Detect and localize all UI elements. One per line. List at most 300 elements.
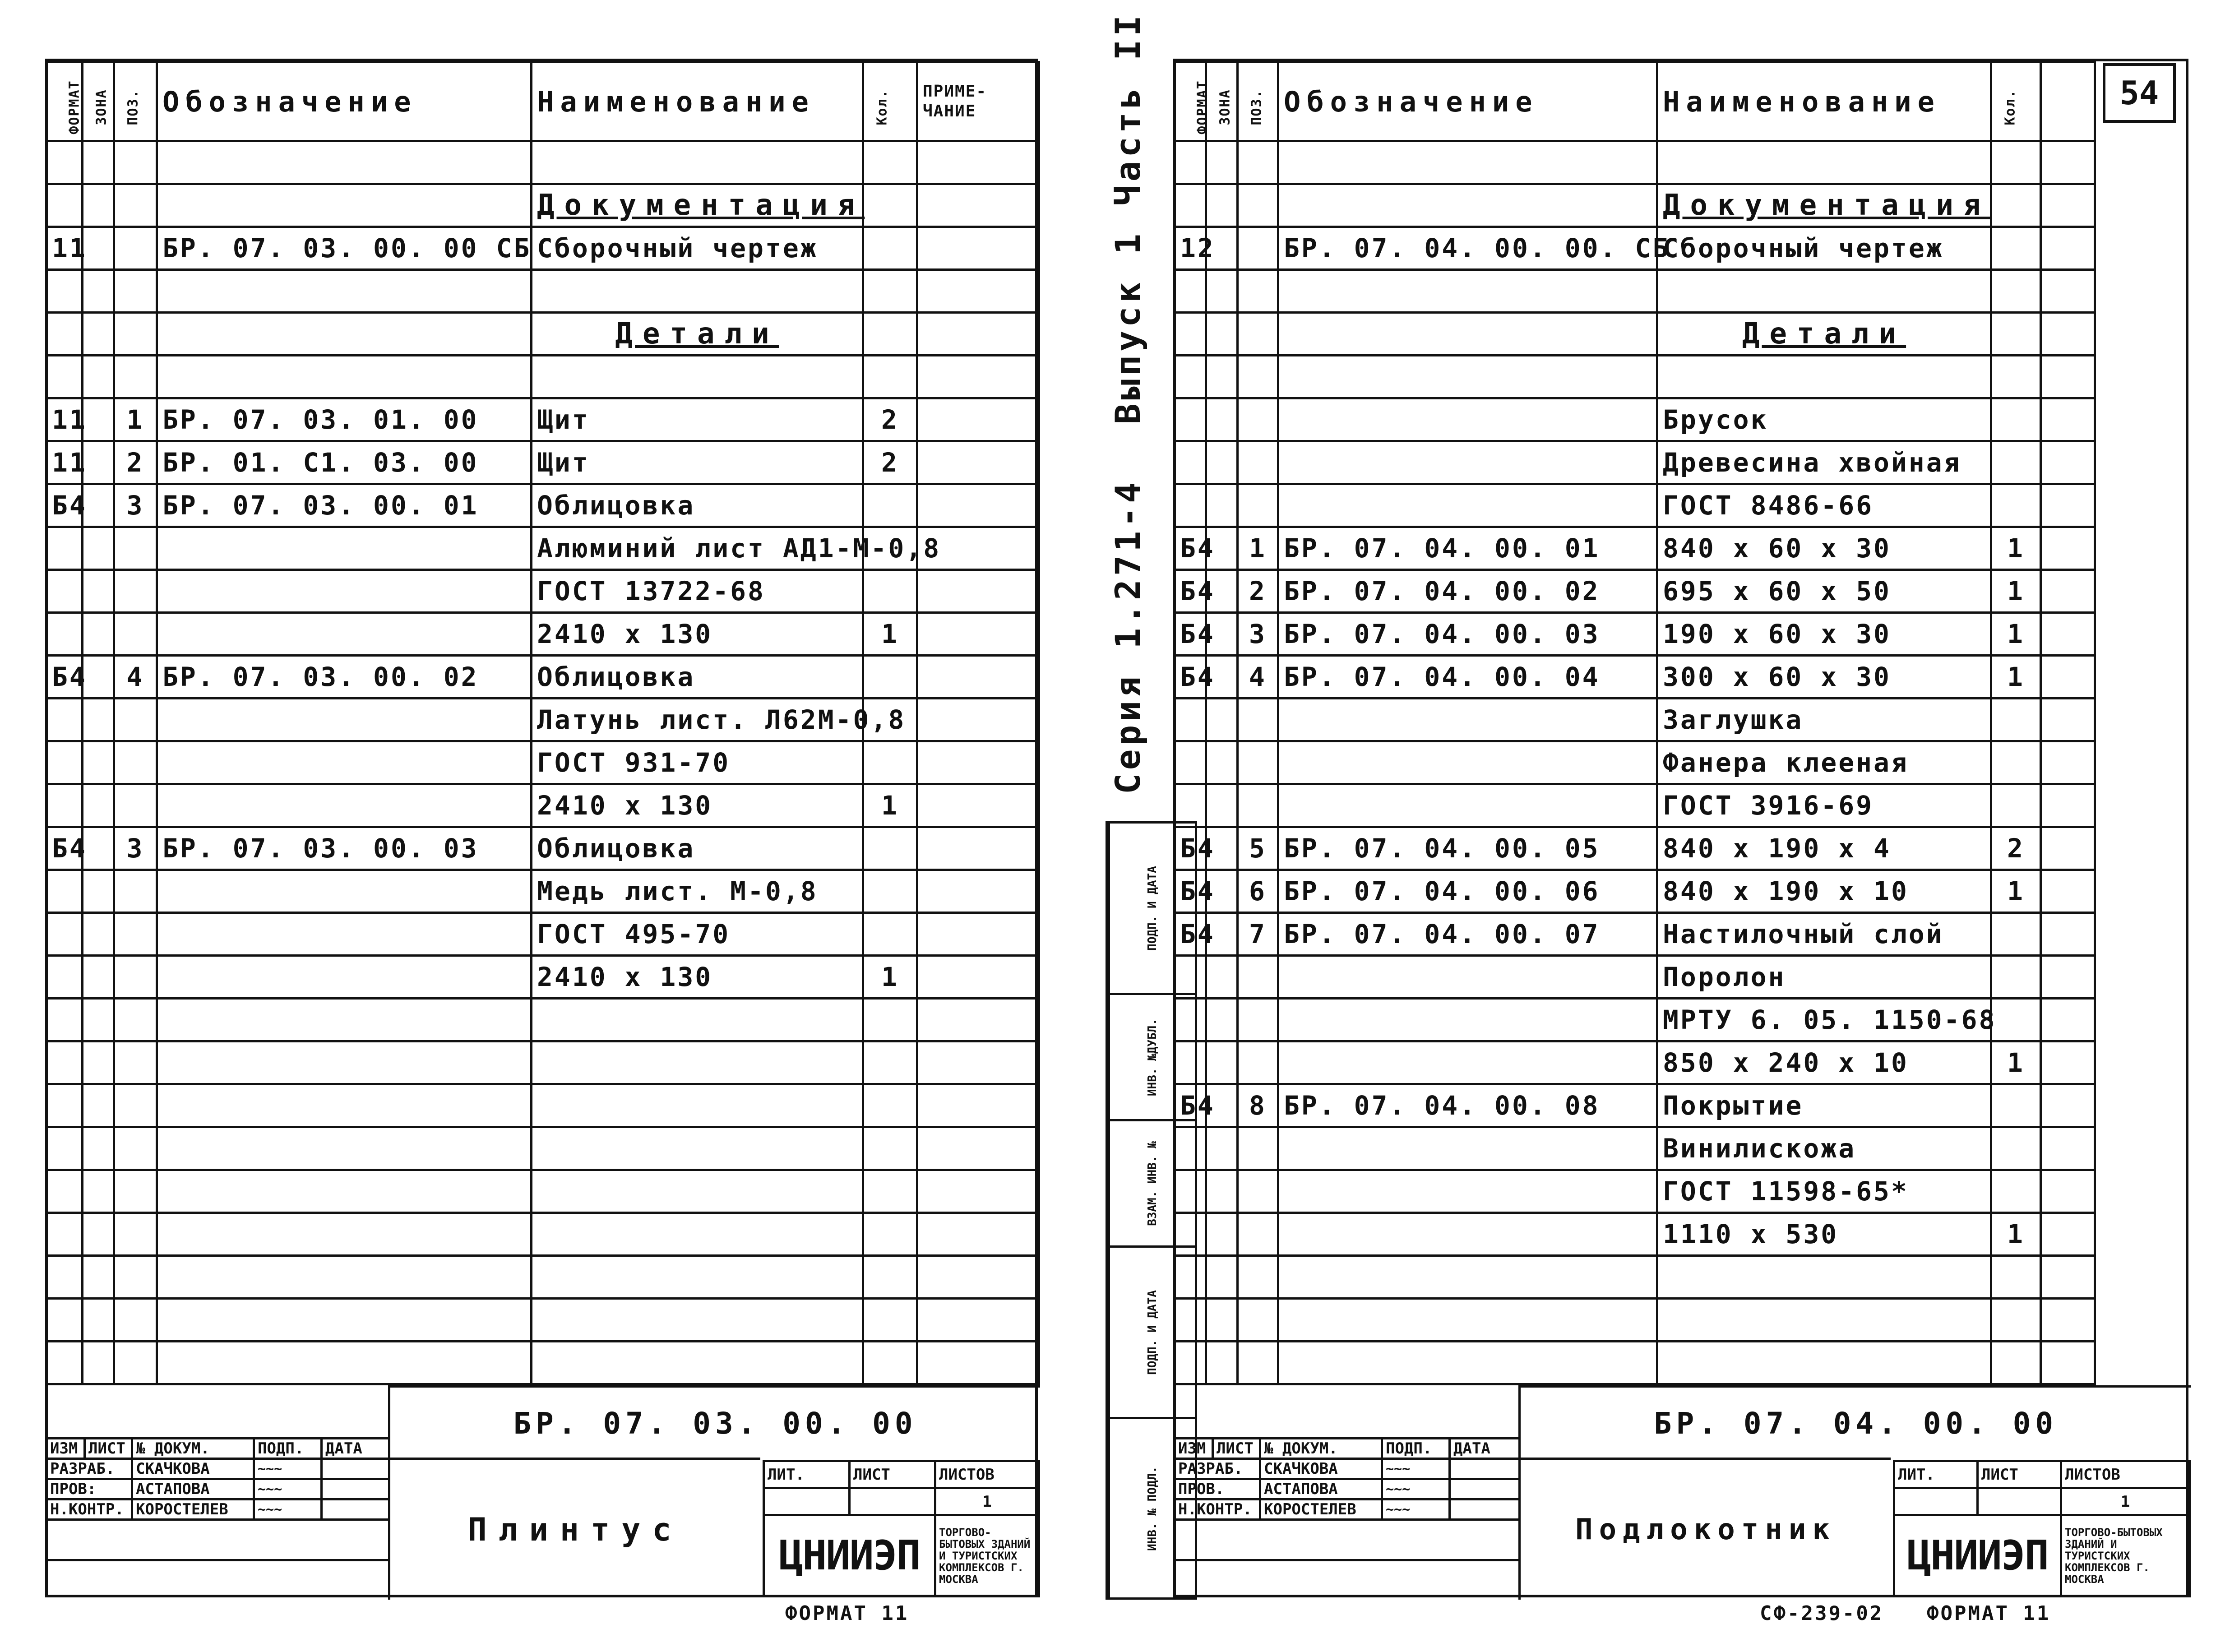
spec-row (46, 570, 1039, 613)
left-tb-date-3 (322, 1499, 389, 1520)
cell-note (917, 1342, 1039, 1384)
cell-note (917, 999, 1039, 1041)
right-tb-lit-value (1894, 1488, 1978, 1515)
right-tb-hdr-sign: ПОДП. (1382, 1439, 1450, 1459)
cell-format (46, 1084, 83, 1127)
left-tb-signature-1: ~~~ (254, 1459, 322, 1479)
spec-row (46, 656, 1039, 699)
spec-row (1175, 1213, 2095, 1256)
spec-row (46, 484, 1039, 527)
spec-row (46, 1084, 1039, 1127)
cell-qty (1991, 441, 2041, 484)
cell-format (46, 956, 83, 999)
cell-zone (83, 1213, 114, 1256)
cell-note (2041, 313, 2095, 356)
cell-name: Документация (532, 184, 863, 227)
cell-designation: БР. 07. 04. 00. 04 (1278, 656, 1657, 699)
cell-format (1175, 1041, 1206, 1084)
right-spec-table (1173, 61, 2096, 1385)
cell-qty: 1 (863, 613, 917, 656)
cell-pos (1238, 398, 1278, 441)
cell-note (917, 1041, 1039, 1084)
cell-pos: 2 (1238, 570, 1278, 613)
cell-note (917, 570, 1039, 613)
cell-qty: 1 (863, 784, 917, 827)
cell-pos (114, 1342, 157, 1384)
cell-designation: БР. 07. 03. 00. 01 (157, 484, 532, 527)
cell-note (2041, 1213, 2095, 1256)
cell-note (917, 699, 1039, 741)
spec-row (1175, 1127, 2095, 1170)
cell-note (917, 398, 1039, 441)
cell-qty (1991, 784, 2041, 827)
cell-designation (1278, 1342, 1657, 1384)
left-title-block-designation: БР. 07. 03. 00. 00 (388, 1385, 1040, 1460)
cell-zone (83, 956, 114, 999)
cell-name (532, 1170, 863, 1213)
left-hdr-pos: ПОЗ. (114, 62, 157, 141)
spec-row (1175, 141, 2095, 184)
cell-zone (83, 1084, 114, 1127)
cell-designation: БР. 07. 03. 00. 03 (157, 827, 532, 870)
cell-format: Б4 (1175, 570, 1206, 613)
cell-note (917, 741, 1039, 784)
spec-row (1175, 784, 2095, 827)
right-tb-name-2: АСТАПОВА (1260, 1479, 1382, 1499)
cell-note (917, 784, 1039, 827)
cell-name (532, 1256, 863, 1299)
left-tb-hdr-list: ЛИСТ (85, 1439, 132, 1459)
cell-designation (157, 699, 532, 741)
cell-name: ГОСТ 931-70 (532, 741, 863, 784)
cell-qty (863, 141, 917, 184)
right-hdr-qty: Кол. (1991, 62, 2041, 141)
cell-pos (114, 613, 157, 656)
cell-designation (157, 570, 532, 613)
cell-designation (157, 313, 532, 356)
cell-note (917, 656, 1039, 699)
cell-qty: 2 (1991, 827, 2041, 870)
cell-qty (1991, 1299, 2041, 1342)
cell-designation: БР. 01. С1. 03. 00 (157, 441, 532, 484)
cell-zone (83, 827, 114, 870)
cell-zone (83, 1256, 114, 1299)
right-tb-item-name-text: Подлокотник (1575, 1513, 1836, 1546)
spec-row (1175, 913, 2095, 956)
cell-name (532, 356, 863, 398)
left-tb-lit-label: ЛИТ. (764, 1461, 850, 1488)
cell-designation (1278, 784, 1657, 827)
cell-designation (157, 184, 532, 227)
cell-format (46, 913, 83, 956)
left-hdr-zone: ЗОНА (83, 62, 114, 141)
cell-format (46, 1342, 83, 1384)
cell-name: 840 х 60 х 30 (1657, 527, 1991, 570)
cell-qty (863, 656, 917, 699)
cell-name (532, 1342, 863, 1384)
spec-row (1175, 356, 2095, 398)
cell-name: Фанера клееная (1657, 741, 1991, 784)
cell-pos: 7 (1238, 913, 1278, 956)
cell-designation: БР. 07. 04. 00. 03 (1278, 613, 1657, 656)
cell-name (532, 1299, 863, 1342)
cell-pos (1238, 741, 1278, 784)
right-hdr-note (2041, 62, 2095, 141)
left-tb-signature-2: ~~~ (254, 1479, 322, 1499)
cell-designation (157, 613, 532, 656)
cell-note (917, 184, 1039, 227)
left-hdr-designation: Обозначение (157, 62, 532, 141)
cell-name (1657, 1256, 1991, 1299)
spec-row (46, 1041, 1039, 1084)
cell-zone (1206, 999, 1238, 1041)
cell-pos (1238, 484, 1278, 527)
right-tb-hdr-date: ДАТА (1450, 1439, 1520, 1459)
cell-zone (1206, 1299, 1238, 1342)
cell-name: Облицовка (532, 656, 863, 699)
cell-note (2041, 227, 2095, 270)
cell-zone (83, 270, 114, 313)
cell-qty (863, 1084, 917, 1127)
cell-pos (1238, 1213, 1278, 1256)
right-tb-signature-2: ~~~ (1382, 1479, 1450, 1499)
cell-format (1175, 1213, 1206, 1256)
right-tb-org: ТОРГОВО-БЫТОВЫХ ЗДАНИЙ И ТУРИСТСКИХ КОМПЛЕКСОВ Г. МОСКВА (2061, 1515, 2190, 1596)
cell-pos (114, 141, 157, 184)
cell-name: Брусок (1657, 398, 1991, 441)
cell-format (1175, 1127, 1206, 1170)
cell-name: Латунь лист. Л62М-0,8 (532, 699, 863, 741)
right-tb-sheet-value (1978, 1488, 2061, 1515)
cell-name: ГОСТ 11598-65* (1657, 1170, 1991, 1213)
spec-row (1175, 999, 2095, 1041)
cell-pos (114, 527, 157, 570)
cell-zone (1206, 441, 1238, 484)
spec-row (46, 1299, 1039, 1342)
spec-row (46, 1342, 1039, 1384)
left-spec-table (45, 61, 1040, 1385)
right-tb-name-1: СКАЧКОВА (1260, 1459, 1382, 1479)
cell-designation: БР. 07. 04. 00. 05 (1278, 827, 1657, 870)
cell-designation (157, 1299, 532, 1342)
cell-designation (1278, 184, 1657, 227)
cell-name: Щит (532, 441, 863, 484)
cell-name (532, 141, 863, 184)
spec-row (1175, 956, 2095, 999)
spec-row (46, 184, 1039, 227)
cell-qty (863, 1299, 917, 1342)
cell-name: Облицовка (532, 484, 863, 527)
left-hdr-note: ПРИМЕ-ЧАНИЕ (917, 62, 1039, 141)
cell-pos (114, 956, 157, 999)
cell-zone (83, 870, 114, 913)
spec-row (1175, 827, 2095, 870)
cell-pos (1238, 441, 1278, 484)
cell-designation (1278, 699, 1657, 741)
left-tb-name-2: АСТАПОВА (132, 1479, 254, 1499)
cell-designation (157, 1213, 532, 1256)
cell-qty: 2 (863, 398, 917, 441)
cell-format (1175, 741, 1206, 784)
left-tb-sheet-value (850, 1488, 935, 1515)
cell-name (532, 1213, 863, 1256)
right-tb-role-3: Н.КОНТР. (1175, 1499, 1260, 1520)
cell-note (2041, 870, 2095, 913)
cell-qty (1991, 1256, 2041, 1299)
cell-format (1175, 356, 1206, 398)
cell-designation (157, 784, 532, 827)
cell-designation (1278, 441, 1657, 484)
cell-pos (114, 913, 157, 956)
cell-pos: 8 (1238, 1084, 1278, 1127)
left-title-block (45, 1437, 390, 1561)
right-tb-name-3: КОРОСТЕЛЕВ (1260, 1499, 1382, 1520)
cell-format: Б4 (1175, 1084, 1206, 1127)
cell-zone (83, 1342, 114, 1384)
cell-pos (1238, 1256, 1278, 1299)
cell-format (1175, 484, 1206, 527)
cell-qty (863, 570, 917, 613)
cell-name: 850 х 240 х 10 (1657, 1041, 1991, 1084)
cell-zone (1206, 956, 1238, 999)
cell-note (917, 870, 1039, 913)
cell-pos (114, 1170, 157, 1213)
cell-designation (157, 1084, 532, 1127)
spec-row (1175, 484, 2095, 527)
cell-name (532, 999, 863, 1041)
spec-row (46, 784, 1039, 827)
cell-qty (1991, 913, 2041, 956)
right-tb-item-name (1518, 1458, 1891, 1600)
cell-qty (863, 1342, 917, 1384)
spec-row (1175, 1041, 2095, 1084)
cell-designation: БР. 07. 03. 00. 02 (157, 656, 532, 699)
cell-format (46, 141, 83, 184)
cell-pos (114, 699, 157, 741)
cell-zone (1206, 699, 1238, 741)
stamp-label-1: ПОДП. И ДАТА (1109, 823, 1196, 994)
cell-pos (114, 741, 157, 784)
cell-designation (157, 270, 532, 313)
cell-designation (1278, 356, 1657, 398)
cell-qty (863, 1041, 917, 1084)
spec-row (1175, 1084, 2095, 1127)
spec-row (46, 741, 1039, 784)
cell-format: 11 (46, 227, 83, 270)
cell-format (1175, 1342, 1206, 1384)
cell-note (2041, 1041, 2095, 1084)
cell-name (532, 1084, 863, 1127)
cell-zone (83, 398, 114, 441)
left-tb-hdr-date: ДАТА (322, 1439, 389, 1459)
cell-pos (1238, 227, 1278, 270)
left-tb-date-2 (322, 1479, 389, 1499)
cell-name: Детали (532, 313, 863, 356)
cell-qty (863, 870, 917, 913)
cell-name: ГОСТ 495-70 (532, 913, 863, 956)
cell-note (2041, 527, 2095, 570)
spec-row (46, 270, 1039, 313)
spec-row (46, 913, 1039, 956)
cell-name: Детали (1657, 313, 1991, 356)
right-tb-logo: ЦНИИЭП (1894, 1515, 2061, 1596)
cell-qty (1991, 956, 2041, 999)
cell-format: Б4 (46, 656, 83, 699)
cell-note (2041, 141, 2095, 184)
left-tb-date-1 (322, 1459, 389, 1479)
cell-note (2041, 741, 2095, 784)
cell-format (1175, 313, 1206, 356)
cell-zone (1206, 484, 1238, 527)
cell-designation (157, 1256, 532, 1299)
cell-pos: 5 (1238, 827, 1278, 870)
cell-qty (1991, 141, 2041, 184)
cell-name: ГОСТ 3916-69 (1657, 784, 1991, 827)
cell-pos (1238, 699, 1278, 741)
cell-qty: 1 (1991, 870, 2041, 913)
cell-format (46, 784, 83, 827)
right-tb-date-1 (1450, 1459, 1520, 1479)
cell-name: Щит (532, 398, 863, 441)
cell-pos (1238, 1342, 1278, 1384)
cell-note (917, 356, 1039, 398)
cell-pos (114, 1256, 157, 1299)
spec-row (1175, 398, 2095, 441)
left-tb-org-block (763, 1460, 1040, 1597)
cell-designation (1278, 484, 1657, 527)
cell-note (917, 827, 1039, 870)
cell-zone (83, 999, 114, 1041)
cell-zone (83, 1041, 114, 1084)
cell-note (917, 1127, 1039, 1170)
right-tb-empty (1175, 1520, 1520, 1560)
cell-name: 2410 х 130 (532, 784, 863, 827)
right-tb-signature-1: ~~~ (1382, 1459, 1450, 1479)
cell-name (1657, 1299, 1991, 1342)
right-tb-sheet-label: ЛИСТ (1978, 1461, 2061, 1488)
cell-designation (1278, 313, 1657, 356)
cell-zone (83, 741, 114, 784)
cell-qty: 1 (1991, 527, 2041, 570)
cell-pos (1238, 1127, 1278, 1170)
cell-format (46, 1170, 83, 1213)
cell-designation (157, 141, 532, 184)
cell-note (2041, 184, 2095, 227)
cell-pos (114, 784, 157, 827)
cell-note (2041, 956, 2095, 999)
cell-pos (114, 1127, 157, 1170)
cell-format: Б4 (1175, 656, 1206, 699)
cell-note (2041, 1170, 2095, 1213)
cell-designation (1278, 1041, 1657, 1084)
cell-qty (863, 1213, 917, 1256)
cell-note (917, 270, 1039, 313)
cell-note (2041, 356, 2095, 398)
left-tb-name-1: СКАЧКОВА (132, 1459, 254, 1479)
cell-format (1175, 1299, 1206, 1342)
cell-name: Покрытие (1657, 1084, 1991, 1127)
right-title-block-designation: БР. 07. 04. 00. 00 (1518, 1385, 2191, 1460)
cell-format (1175, 956, 1206, 999)
cell-name: Заглушка (1657, 699, 1991, 741)
cell-name (1657, 1342, 1991, 1384)
cell-zone (83, 313, 114, 356)
spec-row (1175, 270, 2095, 313)
cell-format (46, 313, 83, 356)
right-tb-lit-label: ЛИТ. (1894, 1461, 1978, 1488)
cell-zone (83, 570, 114, 613)
cell-zone (1206, 1256, 1238, 1299)
right-hdr-designation: Обозначение (1278, 62, 1657, 141)
cell-qty (1991, 741, 2041, 784)
cell-format (46, 1041, 83, 1084)
cell-name: Древесина хвойная (1657, 441, 1991, 484)
cell-zone (83, 1127, 114, 1170)
right-doc-code: СФ-239-02 (1760, 1602, 1884, 1625)
cell-qty (863, 1127, 917, 1170)
cell-note (917, 1084, 1039, 1127)
right-tb-role-2: ПРОВ. (1175, 1479, 1260, 1499)
spec-row (1175, 699, 2095, 741)
page-number: 54 (2103, 63, 2176, 123)
right-tb-sheets-value: 1 (2061, 1488, 2190, 1515)
cell-note (917, 484, 1039, 527)
cell-designation (1278, 1299, 1657, 1342)
cell-format: 12 (1175, 227, 1206, 270)
cell-format (1175, 398, 1206, 441)
cell-note (2041, 441, 2095, 484)
cell-format (1175, 270, 1206, 313)
cell-format (46, 1256, 83, 1299)
cell-note (917, 913, 1039, 956)
left-tb-sheet-label: ЛИСТ (850, 1461, 935, 1488)
cell-designation: БР. 07. 04. 00. 01 (1278, 527, 1657, 570)
cell-designation (1278, 398, 1657, 441)
cell-zone (1206, 356, 1238, 398)
cell-format (46, 613, 83, 656)
cell-designation (157, 741, 532, 784)
cell-note (917, 1256, 1039, 1299)
spec-row (1175, 1342, 2095, 1384)
spec-row (1175, 1299, 2095, 1342)
cell-qty (1991, 313, 2041, 356)
cell-pos (114, 570, 157, 613)
cell-format: 11 (46, 441, 83, 484)
spec-row (46, 956, 1039, 999)
spec-row (46, 313, 1039, 356)
spec-row (46, 441, 1039, 484)
left-tb-sheets-label: ЛИСТОВ (935, 1461, 1039, 1488)
cell-pos (1238, 141, 1278, 184)
cell-qty (863, 741, 917, 784)
cell-name: ГОСТ 13722-68 (532, 570, 863, 613)
stamp-label-3: ВЗАМ. ИНВ. № (1109, 1120, 1196, 1247)
cell-designation (157, 956, 532, 999)
cell-zone (1206, 741, 1238, 784)
cell-pos (114, 227, 157, 270)
left-hdr-format: ФОРМАТ (46, 62, 83, 141)
left-hdr-qty: Кол. (863, 62, 917, 141)
cell-pos (1238, 1170, 1278, 1213)
cell-format: Б4 (1175, 613, 1206, 656)
cell-qty (863, 270, 917, 313)
cell-zone (1206, 1213, 1238, 1256)
left-tb-hdr-doc: № ДОКУМ. (132, 1439, 254, 1459)
cell-note (917, 1299, 1039, 1342)
cell-note (2041, 999, 2095, 1041)
cell-qty (863, 1170, 917, 1213)
cell-note (917, 227, 1039, 270)
